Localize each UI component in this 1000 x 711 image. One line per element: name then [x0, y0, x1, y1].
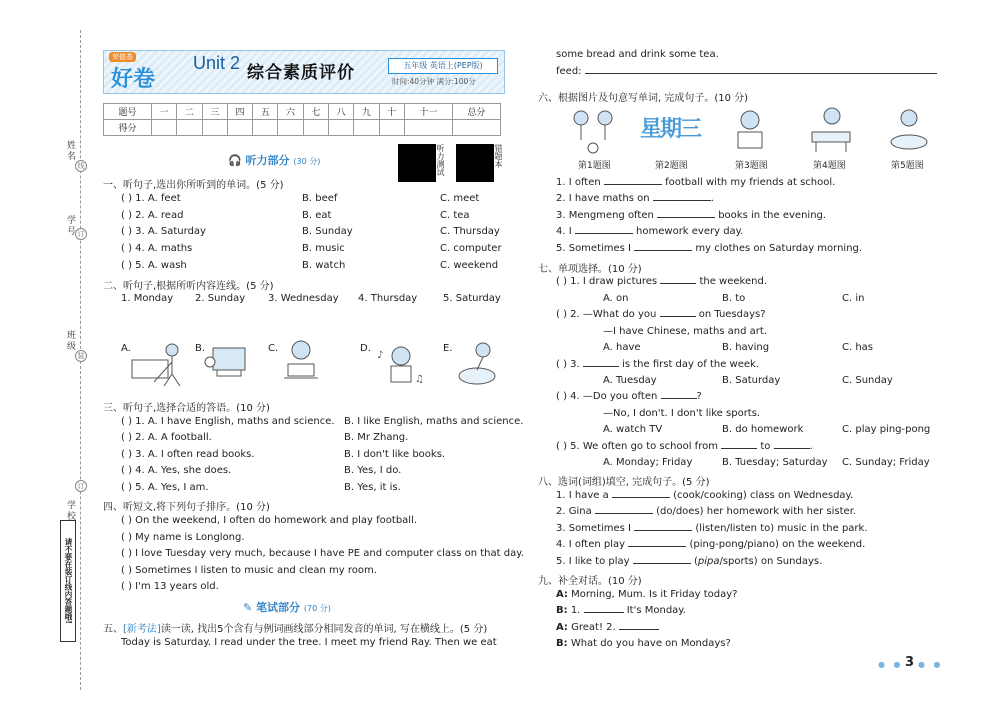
score-input-cell[interactable]	[452, 120, 500, 136]
q1-option-a[interactable]: ( ) 1. A. feet	[121, 193, 181, 204]
q7-option-b[interactable]: B. Tuesday; Saturday	[722, 457, 828, 468]
q7-answer-blank[interactable]	[660, 316, 696, 317]
q5-passage-line2: some bread and drink some tea.	[556, 49, 719, 60]
q4-sentence[interactable]: ( ) Sometimes I listen to music and clean my room.	[121, 565, 377, 576]
score-table-header-row	[104, 104, 501, 120]
q9-line	[556, 622, 659, 633]
page-number-deco-right: ● ●	[918, 660, 944, 669]
q5-heading	[103, 620, 487, 635]
q4-sentence[interactable]: ( ) I love Tuesday very much, because I have PE and computer class on that day.	[121, 548, 524, 559]
watching-tv-picture[interactable]	[203, 340, 251, 380]
washing-picture[interactable]	[886, 106, 932, 154]
q7-stem-text: ?	[696, 391, 702, 402]
cut-mark: 线	[75, 160, 87, 172]
q3-option-a[interactable]: ( ) 5. A. Yes, I am.	[121, 482, 209, 493]
q8-item-text: 2. Gina	[556, 506, 592, 517]
score-cell: 五	[253, 104, 278, 120]
q2-day[interactable]: 2. Sunday	[195, 293, 246, 304]
q1-option-b[interactable]: B. Sunday	[302, 226, 353, 237]
q3-option-b[interactable]: B. I like English, maths and science.	[344, 416, 524, 427]
q6-caption: 第2题图	[655, 161, 688, 171]
q6-item	[556, 226, 743, 237]
score-input-cell[interactable]	[152, 120, 177, 136]
q9-speaker: A:	[556, 622, 568, 633]
q2-letter: A.	[121, 343, 131, 354]
q9-text: Great! 2.	[571, 622, 616, 633]
q5-feed-row	[556, 66, 937, 77]
q2-day[interactable]: 1. Monday	[121, 293, 174, 304]
brand-logo	[105, 52, 167, 90]
q6-item-text: 5. Sometimes I	[556, 243, 632, 254]
page-number: 3	[905, 655, 915, 670]
cut-mark: 订	[75, 228, 87, 240]
q6-item	[556, 193, 714, 204]
score-cell: 一	[152, 104, 177, 120]
q1-option-b[interactable]: B. beef	[302, 193, 338, 204]
football-picture[interactable]	[565, 108, 621, 154]
q6-heading: 六、根据图片及句意写单词, 完成句子。(10 分)	[538, 93, 749, 104]
class-label: 班级	[65, 330, 75, 352]
score-cell: 二	[177, 104, 202, 120]
q7-stem-text: on Tuesdays?	[698, 309, 766, 320]
q1-option-c[interactable]: C. weekend	[440, 260, 499, 271]
q6-item-text: .	[710, 193, 714, 204]
q8-item-text: /sports) on Sundays.	[719, 556, 823, 567]
q7-answer-blank[interactable]	[583, 366, 619, 367]
q7-answer-blank[interactable]	[721, 448, 757, 449]
q8-item	[556, 523, 868, 534]
cut-mark: 订	[75, 480, 87, 492]
q6-caption: 第5题图	[891, 161, 924, 171]
q6-answer-blank[interactable]	[657, 217, 715, 218]
q4-sentence[interactable]: ( ) On the weekend, I often do homework and play football.	[121, 515, 418, 526]
score-cell: 十	[379, 104, 404, 120]
washing-clothes-picture[interactable]	[455, 340, 501, 388]
score-cell: 八	[328, 104, 353, 120]
q8-item	[556, 490, 853, 501]
q1-option-a[interactable]: ( ) 2. A. read	[121, 210, 184, 221]
q6-caption: 第3题图	[735, 161, 768, 171]
q4-heading: 四、听短文,将下列句子排序。(10 分)	[103, 502, 270, 513]
q8-item-text: 3. Sometimes I	[556, 523, 632, 534]
q1-heading: 一、听句子,选出你所听到的单词。(5 分)	[103, 180, 284, 191]
q5-passage-line1: Today is Saturday. I read under the tree. I meet my friend Ray. Then we eat	[121, 637, 497, 648]
q7-stem	[556, 359, 759, 370]
headphone-icon: 🎧	[228, 154, 242, 167]
grade-box: 五年级 英语上(PEP版)	[388, 58, 498, 74]
q6-item-text: 2. I have maths on	[556, 193, 650, 204]
time-info: 时间:40分钟 满分:100分	[392, 77, 476, 86]
q7-option-b[interactable]: B. Saturday	[722, 375, 781, 386]
reading-books-picture[interactable]	[280, 338, 322, 388]
q6-item-text: 4. I	[556, 226, 572, 237]
score-cell: 六	[278, 104, 303, 120]
q7-stem-text: .	[809, 441, 813, 452]
q7-stem-text: ( ) 2. —What do you	[556, 309, 657, 320]
q2-letter: D.	[360, 343, 371, 354]
reading-picture[interactable]	[728, 108, 772, 154]
student-id-label: 学号	[65, 215, 75, 237]
q1-option-c[interactable]: C. Thursday	[440, 226, 500, 237]
q7-option-b[interactable]: B. do homework	[722, 424, 804, 435]
page-title: 综合素质评价	[247, 63, 355, 83]
q8-item	[556, 506, 856, 517]
q7-option-c[interactable]: C. Sunday	[842, 375, 893, 386]
q9-answer-blank[interactable]	[619, 629, 659, 630]
q6-item-text: football with my friends at school.	[665, 177, 836, 188]
score-cell: 总分	[452, 104, 500, 120]
q8-item-text: 5. I like to play	[556, 556, 630, 567]
q7-reply: —No, I don't. I don't like sports.	[603, 408, 761, 419]
q3-heading: 三、听句子,选择合适的答语。(10 分)	[103, 403, 270, 414]
q8-heading: 八、选词(词组)填空, 完成句子。(5 分)	[538, 477, 710, 488]
q2-heading: 二、听句子,根据所听内容连线。(5 分)	[103, 281, 274, 292]
qr-listening-label: 听力测试	[436, 144, 445, 176]
q7-stem-text: ( ) 5. We often go to school from	[556, 441, 718, 452]
q2-day[interactable]: 3. Wednesday	[268, 293, 339, 304]
q7-option-a[interactable]: A. Tuesday	[603, 375, 657, 386]
q8-item	[556, 556, 822, 567]
q8-item	[556, 539, 865, 550]
q2-day[interactable]: 5. Saturday	[443, 293, 501, 304]
q5-instruction: 读一读, 找出5个含有与例词画线部分相同发音的单词, 写在横线上。(5 分)	[160, 624, 488, 635]
score-input-cell[interactable]	[328, 120, 353, 136]
school-label: 学校	[65, 500, 75, 522]
q5-number: 五、	[103, 624, 123, 635]
score-cell: 题号	[104, 104, 152, 120]
q7-stem-text: ( ) 3.	[556, 359, 580, 370]
score-input-cell[interactable]	[253, 120, 278, 136]
q7-stem	[556, 441, 813, 452]
q8-item-text: 4. I often play	[556, 539, 626, 550]
q8-answer-blank[interactable]	[628, 546, 686, 547]
q8-answer-blank[interactable]	[634, 530, 692, 531]
q3-option-b[interactable]: B. Mr Zhang.	[344, 432, 409, 443]
q6-item-text: my clothes on Saturday morning.	[695, 243, 863, 254]
q7-stem-text: the weekend.	[699, 276, 767, 287]
q9-answer-blank[interactable]	[584, 612, 624, 613]
q6-answer-blank[interactable]	[604, 184, 662, 185]
writing-title: 笔试部分	[256, 601, 301, 614]
q9-line	[556, 638, 731, 649]
score-input-cell[interactable]	[202, 120, 227, 136]
q6-item-text: 3. Mengmeng often	[556, 210, 654, 221]
cut-mark: 装	[75, 350, 87, 362]
q8-answer-blank[interactable]	[612, 497, 670, 498]
q4-sentence[interactable]: ( ) My name is Longlong.	[121, 532, 245, 543]
binding-notice: 请不要在装订线内答题哦!	[60, 520, 76, 642]
writing-points: (70 分)	[303, 604, 331, 613]
q2-letter: C.	[268, 343, 279, 354]
new-method-tag: [新考法]	[123, 624, 161, 635]
q2-letter: E.	[443, 343, 453, 354]
q3-option-a[interactable]: ( ) 4. A. Yes, she does.	[121, 465, 232, 476]
q6-caption: 第4题图	[813, 161, 846, 171]
q2-day[interactable]: 4. Thursday	[358, 293, 418, 304]
q7-heading: 七、单项选择。(10 分)	[538, 264, 642, 275]
score-row-label: 得分	[104, 120, 152, 136]
q7-stem	[556, 276, 767, 287]
q8-item-text: (listen/listen to) music in the park.	[695, 523, 868, 534]
q8-item-italic: pipa	[697, 556, 720, 567]
q9-text: 1.	[570, 605, 581, 616]
q1-option-a[interactable]: ( ) 3. A. Saturday	[121, 226, 206, 237]
binding-strip	[0, 0, 92, 711]
score-cell: 七	[303, 104, 328, 120]
score-table-score-row	[104, 120, 501, 136]
q7-stem-text: ( ) 1. I draw pictures	[556, 276, 658, 287]
page-number-deco-left: ● ●	[878, 660, 904, 669]
q7-answer-blank[interactable]	[660, 283, 696, 284]
unit-label: Unit 2	[193, 53, 241, 73]
listening-title: 听力部分	[245, 154, 290, 167]
q5-feed-label: feed:	[556, 66, 582, 77]
q1-option-c[interactable]: C. meet	[440, 193, 480, 204]
q8-item-text: 1. I have a	[556, 490, 609, 501]
q7-option-c[interactable]: C. play ping-pong	[842, 424, 931, 435]
q7-option-a[interactable]: A. have	[603, 342, 641, 353]
score-cell: 四	[227, 104, 252, 120]
q8-item-text: (ping-pong/piano) on the weekend.	[689, 539, 866, 550]
q8-item-text: (do/does) her homework with her sister.	[656, 506, 857, 517]
wednesday-picture[interactable]: 星期三	[640, 117, 701, 142]
name-label: 姓名	[65, 140, 75, 162]
score-input-cell[interactable]	[354, 120, 379, 136]
q7-option-b[interactable]: B. to	[722, 293, 746, 304]
score-input-cell[interactable]	[404, 120, 452, 136]
score-cell: 九	[354, 104, 379, 120]
q9-line	[556, 589, 737, 600]
listening-music-picture[interactable]	[373, 342, 425, 388]
q6-caption: 第1题图	[578, 161, 611, 171]
q7-option-a[interactable]: A. Monday; Friday	[603, 457, 693, 468]
q6-item-text: 1. I often	[556, 177, 601, 188]
qr-code-mistakes[interactable]	[456, 144, 494, 182]
score-input-cell[interactable]	[227, 120, 252, 136]
q8-answer-blank[interactable]	[633, 563, 691, 564]
score-input-cell[interactable]	[303, 120, 328, 136]
q9-speaker: B:	[556, 605, 568, 616]
q7-option-b[interactable]: B. having	[722, 342, 770, 353]
qr-code-listening[interactable]	[398, 144, 436, 182]
q7-option-c[interactable]: C. has	[842, 342, 874, 353]
q7-option-a[interactable]: A. on	[603, 293, 629, 304]
q6-answer-blank[interactable]	[653, 200, 711, 201]
q6-answer-blank[interactable]	[575, 233, 633, 234]
q9-text: It's Monday.	[626, 605, 686, 616]
q1-option-a[interactable]: ( ) 5. A. wash	[121, 260, 187, 271]
q9-speaker: B:	[556, 638, 568, 649]
score-input-cell[interactable]	[379, 120, 404, 136]
q7-stem	[556, 391, 702, 402]
q7-option-a[interactable]: A. watch TV	[603, 424, 663, 435]
pencil-icon: ✎	[243, 601, 253, 614]
score-input-cell[interactable]	[278, 120, 303, 136]
q9-text: Morning, Mum. Is it Friday today?	[571, 589, 738, 600]
q3-option-a[interactable]: ( ) 1. A. I have English, maths and science.	[121, 416, 335, 427]
score-cell: 三	[202, 104, 227, 120]
q7-stem-text: ( ) 4. —Do you often	[556, 391, 658, 402]
q3-option-a[interactable]: ( ) 3. A. I often read books.	[121, 449, 255, 460]
q7-stem-text: is the first day of the week.	[622, 359, 759, 370]
q7-reply: —I have Chinese, maths and art.	[603, 326, 767, 337]
q6-item-text: homework every day.	[636, 226, 744, 237]
writing-section-title	[243, 599, 331, 615]
q1-option-b[interactable]: B. music	[302, 243, 345, 254]
svg-text:♪: ♪	[377, 350, 384, 361]
q1-option-b[interactable]: B. watch	[302, 260, 346, 271]
q8-item-text: (	[693, 556, 698, 567]
q4-sentence[interactable]: ( ) I'm 13 years old.	[121, 581, 219, 592]
q3-option-b[interactable]: B. Yes, I do.	[344, 465, 402, 476]
score-input-cell[interactable]	[177, 120, 202, 136]
q7-option-c[interactable]: C. in	[842, 293, 865, 304]
listening-points: (30 分)	[293, 157, 321, 166]
q7-answer-blank[interactable]	[661, 398, 697, 399]
q1-option-c[interactable]: C. computer	[440, 243, 502, 254]
homework-picture[interactable]	[806, 104, 854, 154]
q7-answer-blank[interactable]	[774, 448, 810, 449]
svg-text:♫: ♫	[415, 374, 424, 385]
listening-section-title	[228, 152, 320, 168]
brand-small-text: 荣德基	[109, 52, 136, 62]
sweeping-floor-picture[interactable]	[128, 338, 186, 390]
q7-option-c[interactable]: C. Sunday; Friday	[842, 457, 930, 468]
q7-stem	[556, 309, 766, 320]
q3-option-b[interactable]: B. Yes, it is.	[344, 482, 401, 493]
brand-big-text: 好卷	[111, 66, 156, 92]
q6-item-text: books in the evening.	[718, 210, 827, 221]
score-table	[103, 103, 501, 136]
q7-stem-text: to	[760, 441, 771, 452]
q9-speaker: A:	[556, 589, 568, 600]
q6-item	[556, 177, 835, 188]
q9-heading: 九、补全对话。(10 分)	[538, 576, 642, 587]
q2-letter: B.	[195, 343, 206, 354]
q8-answer-blank[interactable]	[595, 513, 653, 514]
q1-option-a[interactable]: ( ) 4. A. maths	[121, 243, 193, 254]
q3-option-a[interactable]: ( ) 2. A. A football.	[121, 432, 212, 443]
q5-answer-line[interactable]	[585, 73, 937, 74]
qr-mistakes-label: 错题本	[494, 144, 503, 168]
score-cell: 十一	[404, 104, 452, 120]
q6-answer-blank[interactable]	[634, 250, 692, 251]
q8-item-text: (cook/cooking) class on Wednesday.	[673, 490, 854, 501]
q9-line	[556, 605, 686, 616]
q1-option-c[interactable]: C. tea	[440, 210, 470, 221]
q1-option-b[interactable]: B. eat	[302, 210, 332, 221]
q3-option-b[interactable]: B. I don't like books.	[344, 449, 446, 460]
q6-item	[556, 243, 862, 254]
q6-item	[556, 210, 826, 221]
q9-text: What do you have on Mondays?	[570, 638, 731, 649]
